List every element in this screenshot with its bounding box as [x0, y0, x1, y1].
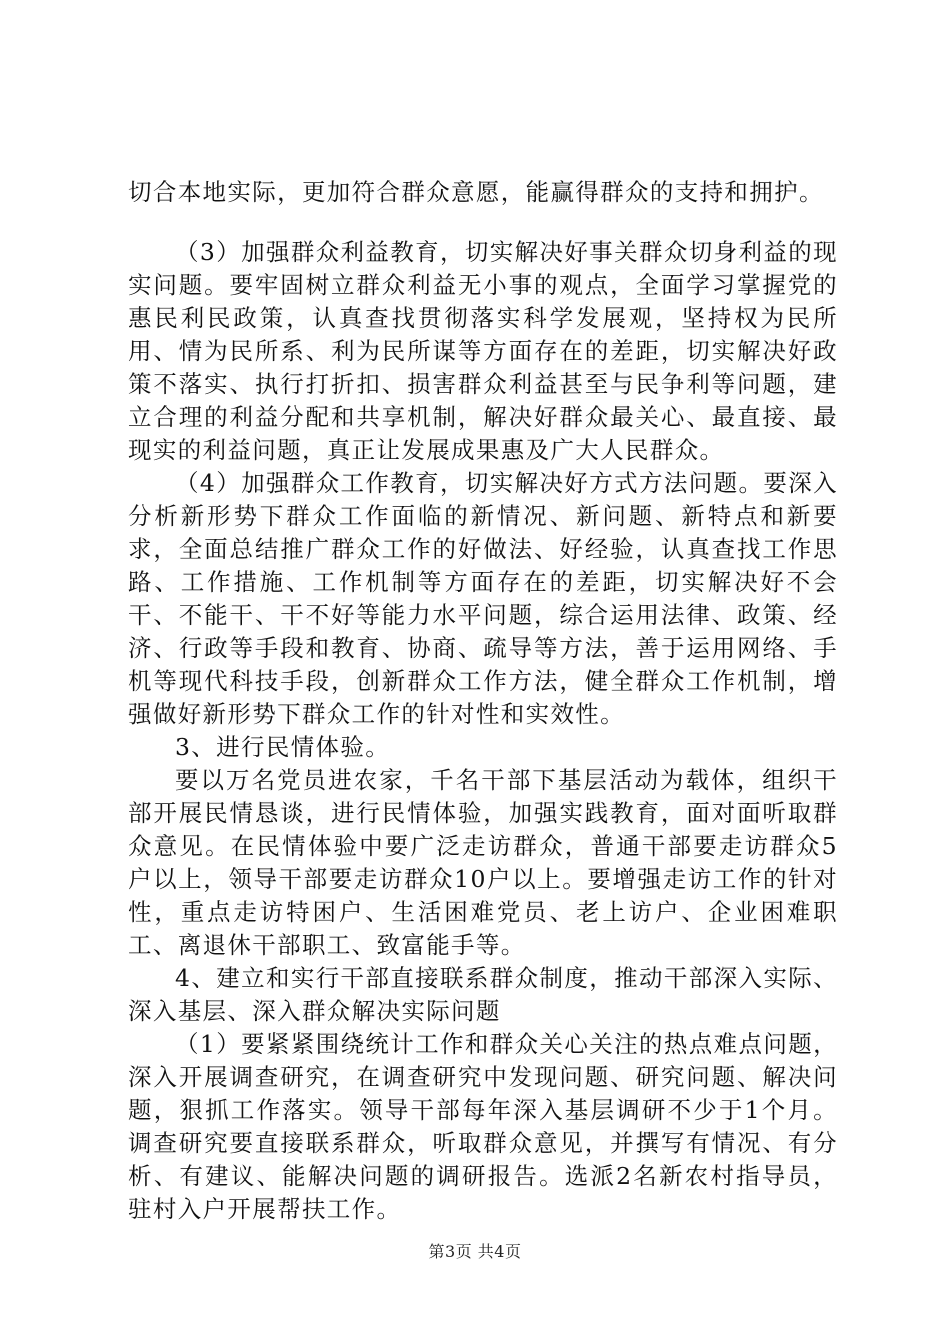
section-heading-4: 4、建立和实行干部直接联系群众制度，推动干部深入实际、深入基层、深入群众解决实际问题: [128, 964, 838, 1025]
page-number: 第3页 共4页: [428, 1242, 522, 1261]
paragraph-item-4-1: （1）要紧紧围绕统计工作和群众关心关注的热点难点问题，深入开展调查研究，在调查研究中发现问题、研究问题、解决问题，狠抓工作落实。领导干部每年深入基层调研不少于1个月。调查研究要直接联系群众，听取群众意见，并撰写有情况、有分析、有建议、能解决问题的调研报告。选派2名新农村指导员，驻村入户开展帮扶工作。: [128, 1030, 838, 1223]
paragraph-continuation: [128, 176, 838, 209]
paragraph-item-4: （4）加强群众工作教育，切实解决好方式方法问题。要深入分析新形势下群众工作面临的新情况、新问题、新特点和新要求，全面总结推广群众工作的好做法、好经验，认真查找工作思路、工作措施、工作机制等方面存在的差距，切实解决好不会干、不能干、干不好等能力水平问题，综合运用法律、政策、经济、行政等手段和教育、协商、疏导等方法，善于运用网络、手机等现代科技手段，创新群众工作方法，健全群众工作机制，增强做好新形势下群众工作的针对性和实效性。: [128, 469, 838, 728]
page-footer: [0, 1242, 950, 1262]
document-body: [128, 236, 838, 1226]
section-heading-3: 3、进行民情体验。: [175, 733, 391, 761]
paragraph-text: 切合本地实际，更加符合群众意愿，能赢得群众的支持和拥护。: [128, 178, 824, 206]
paragraph-body-3: 要以万名党员进农家，千名干部下基层活动为载体，组织干部开展民情恳谈，进行民情体验，加强实践教育，面对面听取群众意见。在民情体验中要广泛走访群众，普通干部要走访群众5户以上，领导干部要走访群众10户以上。要增强走访工作的针对性，重点走访特困户、生活困难党员、老上访户、企业困难职工、离退休干部职工、致富能手等。: [128, 766, 838, 959]
paragraph-item-3: （3）加强群众利益教育，切实解决好事关群众切身利益的现实问题。要牢固树立群众利益无小事的观点，全面学习掌握党的惠民利民政策，认真查找贯彻落实科学发展观，坚持权为民所用、情为民所系、利为民所谋等方面存在的差距，切实解决好政策不落实、执行打折扣、损害群众利益甚至与民争利等问题，建立合理的利益分配和共享机制，解决好群众最关心、最直接、最现实的利益问题，真正让发展成果惠及广大人民群众。: [128, 238, 838, 464]
